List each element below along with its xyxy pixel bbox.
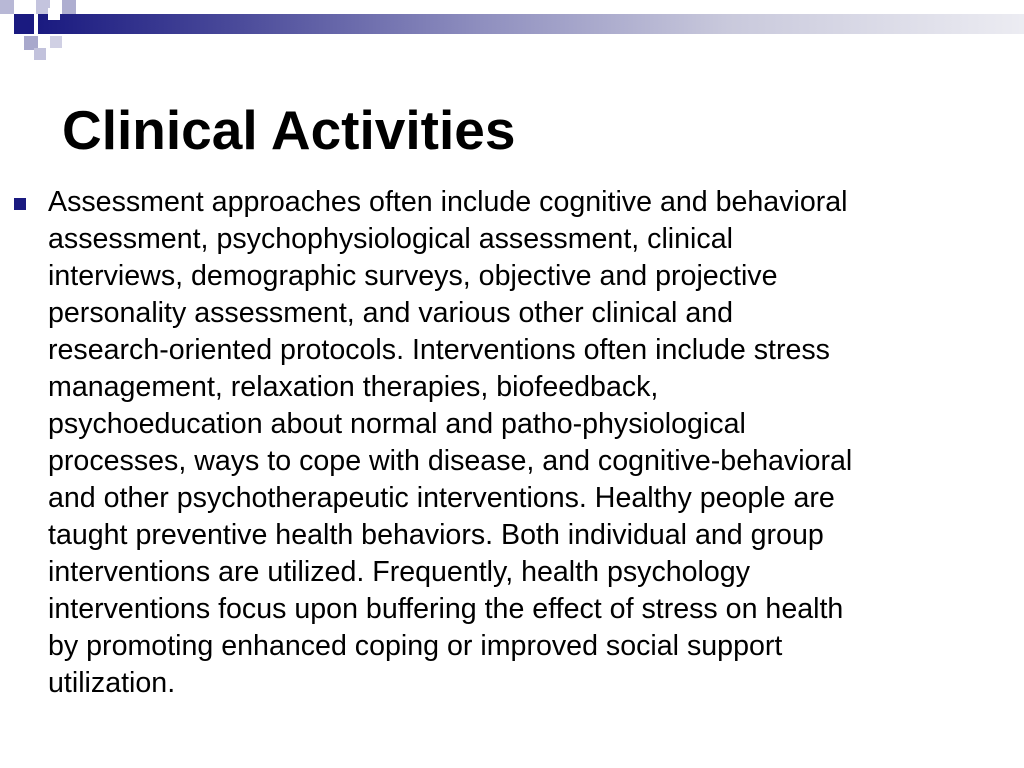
- bullet-item: [14, 184, 1018, 702]
- bullet-text: Assessment approaches often include cognitive and behavioral assessment, psychophysiological assessment, clinical interviews, demographic surveys, objective and projective personality assessment, and various other clinical and research-oriented protocols. Interventions often include stress management, relaxation therapies, biofeedback, psychoeducation about normal and patho-physiological processes, ways to cope with disease, and cognitive-behavioral and other psychotherapeutic interventions. Healthy people are taught preventive health behaviors. Both individual and group interventions are utilized. Frequently, health psychology interventions focus upon buffering the effect of stress on health by promoting enhanced coping or improved social support utilization.: [48, 186, 853, 699]
- square-bullet-icon: [14, 198, 26, 210]
- header-gradient-band: [38, 14, 1024, 34]
- decor-square: [50, 36, 62, 48]
- decor-square: [0, 0, 14, 14]
- decor-square: [34, 48, 46, 60]
- decor-square-accent: [14, 14, 34, 34]
- slide-title: Clinical Activities: [62, 99, 516, 161]
- decor-square: [0, 20, 14, 34]
- decor-square: [48, 8, 60, 20]
- decor-square: [62, 0, 76, 14]
